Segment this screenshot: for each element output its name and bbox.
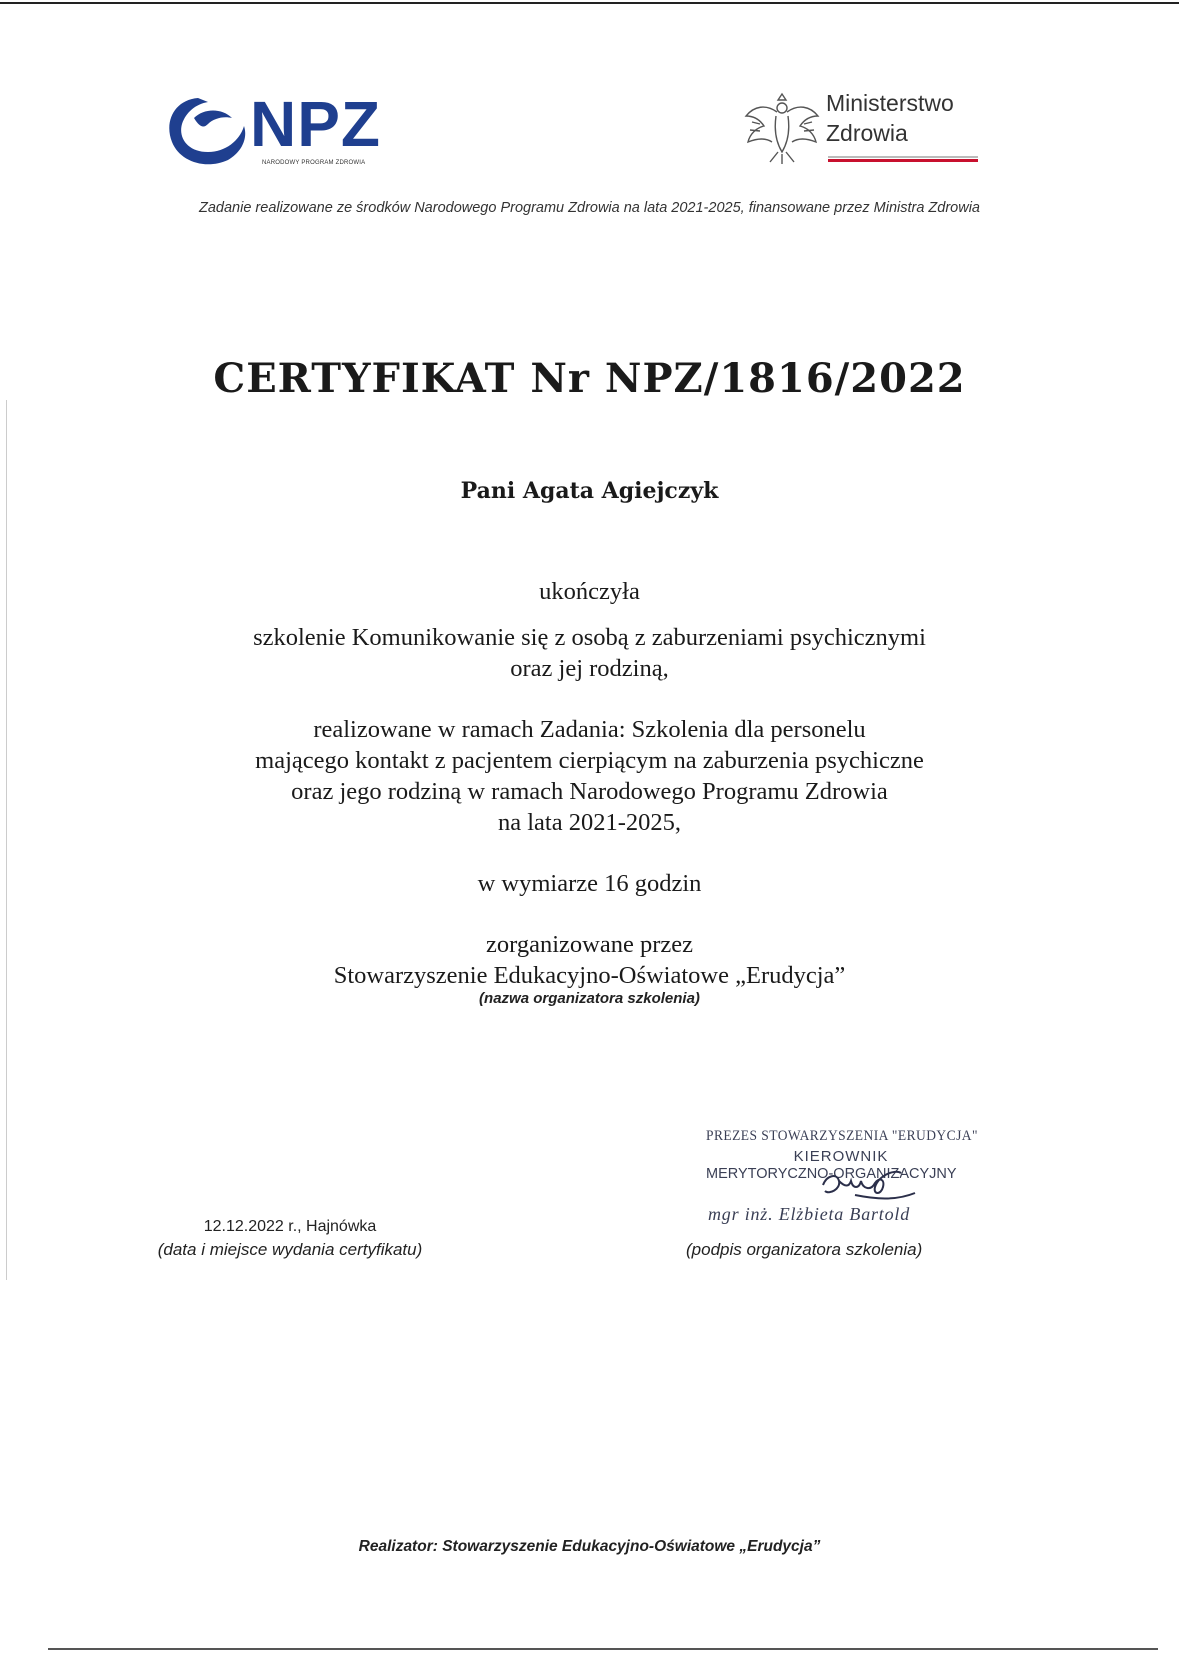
duration-text: w wymiarze 16 godzin bbox=[477, 870, 702, 897]
funding-note: Zadanie realizowane ze środków Narodowego Programu Zdrowia na lata 2021-2025, finansowane przez Ministra Zdrowia bbox=[199, 200, 980, 216]
stamp-line-role: MERYTORYCZNO-ORGANIZACYJNY bbox=[706, 1166, 957, 1182]
training-line: szkolenie Komunikowanie się z osobą z zaburzeniami psychicznymi bbox=[253, 624, 926, 651]
stamp-line-president: PREZES STOWARZYSZENIA "ERUDYCJA" bbox=[706, 1128, 978, 1144]
organizer-line: zorganizowane przez bbox=[486, 931, 693, 958]
organizer-caption: (nazwa organizatora szkolenia) bbox=[479, 990, 700, 1007]
training-line: oraz jej rodziną, bbox=[510, 655, 669, 682]
training-paragraph bbox=[0, 622, 1179, 684]
task-paragraph bbox=[0, 714, 1179, 838]
issue-caption: (data i miejsce wydania certyfikatu) bbox=[157, 1240, 423, 1259]
certificate-title: CERTYFIKAT Nr NPZ/1816/2022 bbox=[213, 355, 966, 402]
scan-edge-top bbox=[0, 2, 1179, 4]
stamp-line-manager: KIEROWNIK bbox=[793, 1148, 889, 1165]
stamp-line-name: mgr inż. Elżbieta Bartold bbox=[708, 1204, 911, 1224]
scan-edge-left bbox=[6, 400, 7, 1280]
recipient-name: Pani Agata Agiejczyk bbox=[460, 478, 719, 504]
signature-caption: (podpis organizatora szkolenia) bbox=[686, 1240, 923, 1259]
npz-wordmark: NPZ bbox=[250, 88, 381, 160]
completed-text: ukończyła bbox=[539, 578, 640, 605]
ministry-name-line1: Ministerstwo bbox=[826, 90, 954, 116]
organizer-line: Stowarzyszenie Edukacyjno-Oświatowe „Erudycja” bbox=[333, 962, 846, 989]
task-line: realizowane w ramach Zadania: Szkolenia dla personelu bbox=[313, 716, 866, 743]
scan-edge-bottom bbox=[48, 1648, 1158, 1650]
npz-subtitle: NARODOWY PROGRAM ZDROWIA bbox=[262, 160, 366, 166]
task-line: mającego kontakt z pacjentem cierpiącym na zaburzenia psychiczne bbox=[255, 747, 924, 774]
task-line: na lata 2021-2025, bbox=[497, 809, 682, 836]
task-line: oraz jego rodziną w ramach Narodowego Programu Zdrowia bbox=[291, 778, 888, 805]
ministry-name-line2: Zdrowia bbox=[826, 120, 908, 146]
footer-note: Realizator: Stowarzyszenie Edukacyjno-Oświatowe „Erudycja” bbox=[358, 1538, 821, 1555]
polish-eagle-icon bbox=[742, 86, 822, 168]
organizer-paragraph bbox=[0, 929, 1179, 991]
flag-stripe-icon bbox=[828, 156, 978, 163]
issue-date-place: 12.12.2022 r., Hajnówka bbox=[203, 1218, 377, 1235]
